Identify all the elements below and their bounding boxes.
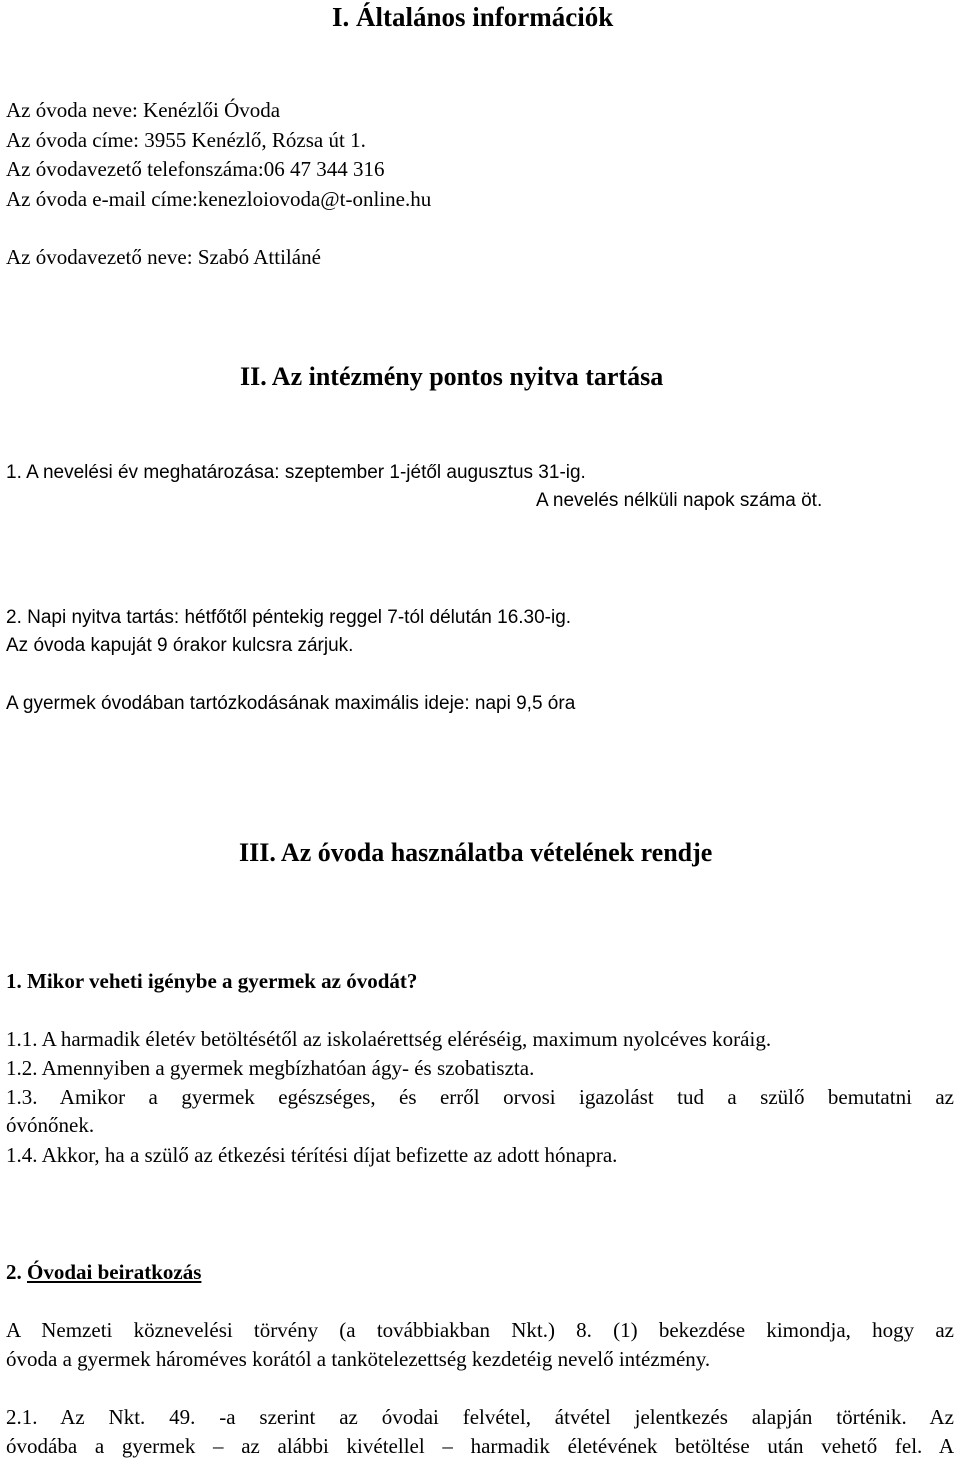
- opening-item-1: 1. A nevelési év meghatározása: szeptember 1-jétől augusztus 31-ig.: [6, 462, 586, 483]
- kindergarten-address: Az óvoda címe: 3955 Kenézlő, Rózsa út 1.: [6, 128, 366, 152]
- paragraph-1-2: 1.2. Amennyiben a gyermek megbízhatóan ágy- és szobatiszta.: [6, 1056, 535, 1080]
- subsection-2-heading: [6, 1259, 201, 1285]
- opening-item-2: 2. Napi nyitva tartás: hétfőtől péntekig reggel 7-tól délután 16.30-ig.: [6, 607, 572, 628]
- section-2-title: II. Az intézmény pontos nyitva tartása: [240, 362, 664, 391]
- paragraph-1-1: 1.1. A harmadik életév betöltésétől az iskolaérettség eléréséig, maximum nyolcéves koráig.: [6, 1027, 772, 1051]
- opening-item-3: A gyermek óvodában tartózkodásának maximális ideje: napi 9,5 óra: [6, 693, 576, 714]
- nkt-paragraph-line-1: A Nemzeti köznevelési törvény (a továbbiakban Nkt.) 8. (1) bekezdése kimondja, hogy az: [6, 1318, 954, 1342]
- paragraph-1-3a: 1.3. Amikor a gyermek egészséges, és erről orvosi igazolást tud a szülő bemutatni az: [6, 1085, 954, 1109]
- question-1: 1. Mikor veheti igénybe a gyermek az óvodát?: [6, 969, 418, 993]
- nkt-paragraph-line-2: óvoda a gyermek hároméves korától a tankötelezettség kezdetéig nevelő intézmény.: [6, 1347, 711, 1371]
- paragraph-2-1-line-2: óvodába a gyermek – az alábbi kivétellel – harmadik életévének betöltése után vehető fel. A: [6, 1434, 954, 1458]
- kindergarten-email: Az óvoda e-mail címe:kenezloiovoda@t-online.hu: [6, 187, 432, 211]
- paragraph-1-4: 1.4. Akkor, ha a szülő az étkezési térítési díjat befizette az adott hónapra.: [6, 1143, 618, 1167]
- paragraph-2-1-line-1: 2.1. Az Nkt. 49. -a szerint az óvodai felvétel, átvétel jelentkezés alapján történik. Az: [6, 1405, 954, 1429]
- paragraph-1-3b: óvónőnek.: [6, 1113, 95, 1137]
- head-name: Az óvodavezető neve: Szabó Attiláné: [6, 245, 321, 269]
- kindergarten-name: Az óvoda neve: Kenézlői Óvoda: [6, 98, 281, 122]
- subsection-2-number: 2.: [6, 1260, 27, 1284]
- subsection-2-title: Óvodai beiratkozás: [27, 1260, 202, 1284]
- section-3-title: III. Az óvoda használatba vételének rendje: [239, 838, 713, 867]
- opening-item-2b: Az óvoda kapuját 9 órakor kulcsra zárjuk.: [6, 635, 354, 656]
- head-phone: Az óvodavezető telefonszáma:06 47 344 316: [6, 157, 385, 181]
- section-1-title: I. Általános információk: [332, 2, 614, 32]
- opening-item-1b: A nevelés nélküli napok száma öt.: [536, 490, 823, 511]
